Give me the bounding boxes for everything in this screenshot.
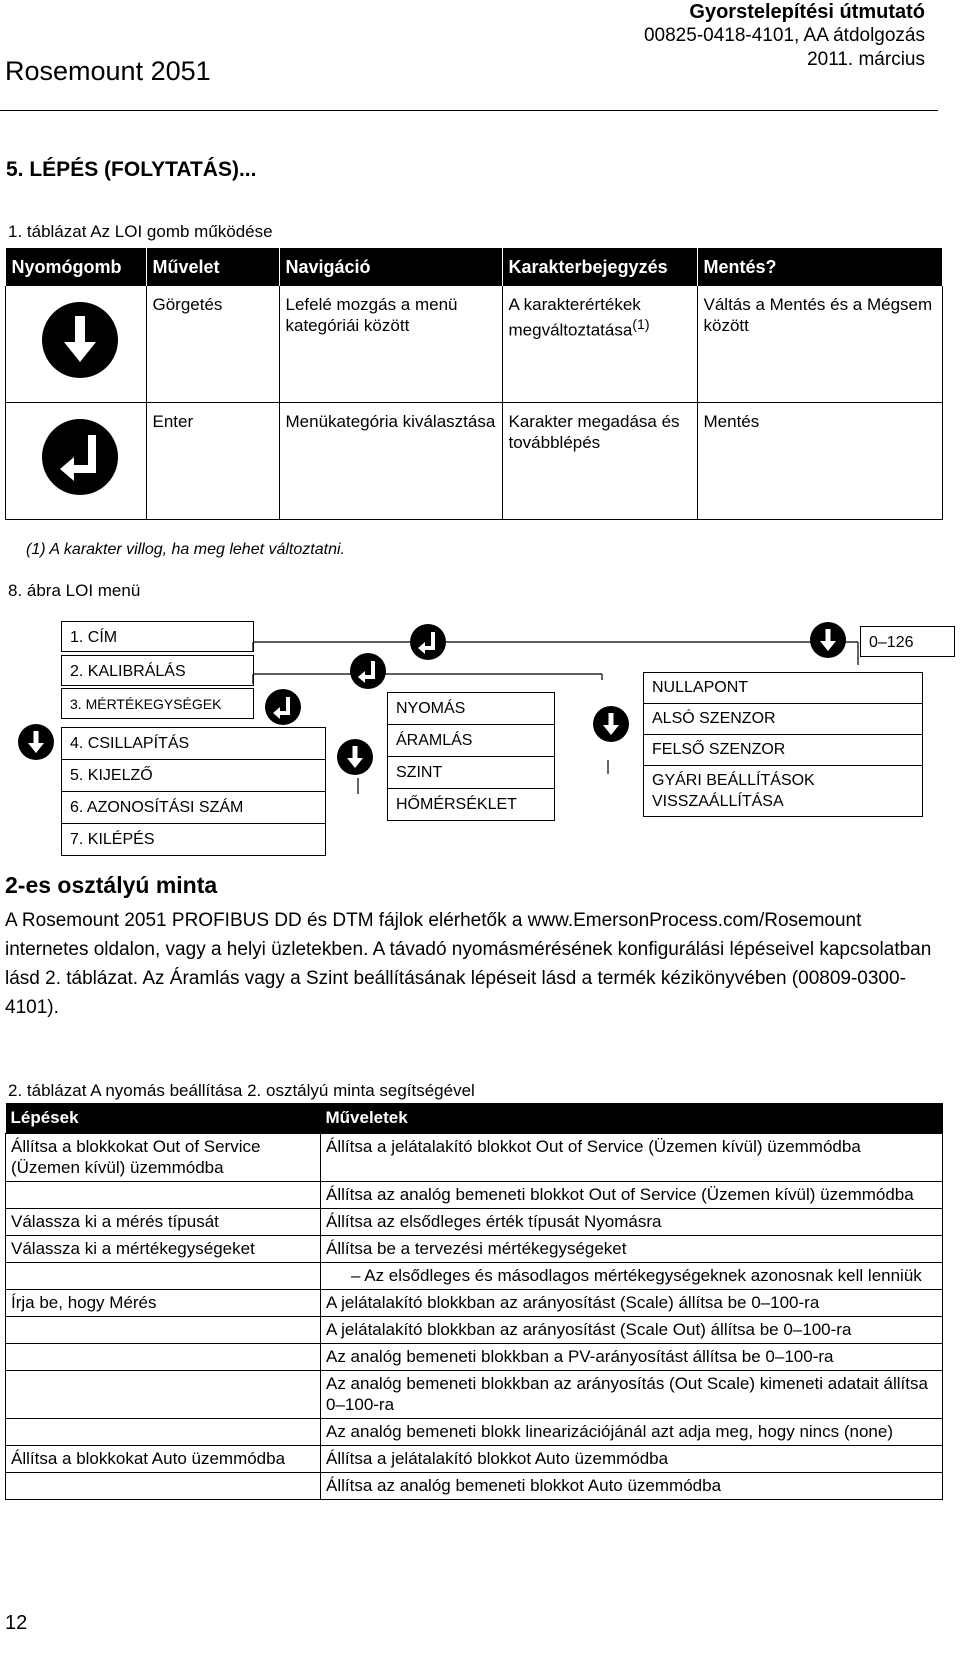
char-text: Karakter megadása és továbblépés (508, 412, 680, 452)
menu-item-csillapitas: 4. CSILLAPÍTÁS (62, 728, 325, 760)
table-row (6, 1344, 943, 1371)
action-cell: Az analóg bemeneti blokkban a PV-arányosítást állítsa be 0–100-ra (321, 1344, 943, 1371)
button-cell (6, 403, 147, 520)
menu-item-kilepes: 7. KILÉPÉS (70, 831, 155, 848)
action-cell: Állítsa be a tervezési mértékegységeket (321, 1236, 943, 1263)
step-cell (6, 1263, 321, 1290)
step-cell (6, 1371, 321, 1419)
header-right (644, 0, 925, 72)
step-cell (6, 1182, 321, 1209)
button-cell (6, 286, 147, 403)
step-cell: Válassza ki a mértékegységeket (6, 1236, 321, 1263)
step-cell (6, 1344, 321, 1371)
calib-menu-list (643, 672, 923, 817)
arrow-down-icon (337, 739, 373, 775)
page-number: 12 (5, 1612, 28, 1634)
save-cell: Váltás a Mentés és a Mégsem között (697, 286, 943, 403)
product-name: Rosemount 2051 (5, 56, 211, 86)
action-cell: A jelátalakító blokkban az arányosítást (Scale) állítsa be 0–100-ra (321, 1290, 943, 1317)
table-header-row (6, 248, 943, 286)
units-item: ÁRAMLÁS (388, 725, 554, 757)
calib-item: FELSŐ SZENZOR (644, 735, 922, 766)
nav-cell: Menükategória kiválasztása (279, 403, 502, 520)
enter-icon (265, 689, 301, 725)
action-cell: Állítsa az elsődleges érték típusát Nyomásra (321, 1209, 943, 1236)
table1-caption: 1. táblázat Az LOI gomb működése (8, 222, 273, 241)
arrow-down-icon (593, 706, 629, 742)
table-row (6, 286, 943, 403)
header-divider (0, 110, 938, 111)
col-header: Karakterbejegyzés (502, 248, 697, 286)
units-item: HŐMÉRSÉKLET (396, 796, 517, 813)
col-header: Művelet (146, 248, 279, 286)
table-row (6, 403, 943, 520)
table-row (6, 1263, 943, 1290)
menu-item-azonositasi-szam: 6. AZONOSÍTÁSI SZÁM (62, 792, 325, 824)
section-paragraph: A Rosemount 2051 PROFIBUS DD és DTM fájlok elérhetők a www.EmersonProcess.com/Rosemount internetes oldalon, vagy a helyi üzletekben. A távadó nyomásmérésének konfigurálási lépéseivel kapcsolatban lásd 2. táblázat. Az Áramlás vagy a Szint beállításának lépéseit lásd a termék kézikönyvében (00809-0300-4101). (5, 910, 932, 1018)
action-cell: Az analóg bemeneti blokk linearizációjánál azt adja meg, hogy nincs (none) (321, 1419, 943, 1446)
doc-title: Gyorstelepítési útmutató (689, 1, 925, 23)
col-header: Nyomógomb (6, 248, 147, 286)
doc-date: 2011. március (807, 49, 925, 70)
units-item: SZINT (388, 757, 554, 789)
table2-caption: 2. táblázat A nyomás beállítása 2. osztályú minta segítségével (8, 1081, 475, 1100)
table-row (6, 1182, 943, 1209)
action-cell: Állítsa a jelátalakító blokkot Out of Service (Üzemen kívül) üzemmódba (321, 1134, 943, 1182)
calib-item: GYÁRI BEÁLLÍTÁSOK VISSZAÁLLÍTÁSA (652, 772, 815, 810)
doc-number: 00825-0418-4101, AA átdolgozás (643, 25, 925, 46)
col-header: Műveletek (321, 1103, 943, 1134)
table-row (6, 1317, 943, 1344)
table-header-row (6, 1103, 943, 1134)
action-cell: Görgetés (146, 286, 279, 403)
units-item: NYOMÁS (388, 693, 554, 725)
col-header: Mentés? (697, 248, 943, 286)
calib-item: NULLAPONT (644, 673, 922, 704)
table1-footnote: (1) A karakter villog, ha meg lehet változtatni. (26, 541, 345, 558)
save-cell: Mentés (697, 403, 943, 520)
table-row (6, 1419, 943, 1446)
arrow-down-icon (42, 302, 118, 378)
action-cell: Állítsa az analóg bemeneti blokkot Auto üzemmódba (321, 1473, 943, 1500)
action-cell: A jelátalakító blokkban az arányosítást (Scale Out) állítsa be 0–100-ra (321, 1317, 943, 1344)
menu-item-mertekegysegek: 3. MÉRTÉKEGYSÉGEK (61, 688, 254, 719)
action-cell: – Az elsődleges és másodlagos mértékegységeknek azonosnak kell lenniük (321, 1263, 943, 1290)
step-cell (6, 1419, 321, 1446)
figure-caption: 8. ábra LOI menü (8, 581, 141, 600)
step-cell (6, 1473, 321, 1500)
footnote-ref: (1) (632, 317, 650, 333)
enter-icon (42, 419, 118, 495)
enter-icon (350, 653, 386, 689)
nav-cell: Lefelé mozgás a menü kategóriái között (279, 286, 502, 403)
pressure-setup-table (5, 1103, 943, 1500)
enter-icon (410, 624, 446, 660)
calib-item: ALSÓ SZENZOR (644, 704, 922, 735)
step-cell: Válassza ki a mérés típusát (6, 1209, 321, 1236)
arrow-down-icon (18, 724, 54, 760)
table-row (6, 1290, 943, 1317)
units-menu-list (387, 692, 555, 821)
table-row (6, 1209, 943, 1236)
char-text: A karakterértékek megváltoztatása (508, 295, 641, 340)
table-row (6, 1236, 943, 1263)
step-cell: Állítsa a blokkokat Out of Service (Üzemen kívül) üzemmódba (6, 1134, 321, 1182)
step-cell (6, 1317, 321, 1344)
table-row (6, 1473, 943, 1500)
col-header: Lépések (6, 1103, 321, 1134)
table-row (6, 1134, 943, 1182)
char-cell (502, 286, 697, 403)
step-heading: 5. LÉPÉS (FOLYTATÁS)... (6, 158, 257, 181)
action-cell: Az analóg bemeneti blokkban az arányosítás (Out Scale) kimeneti adatait állítsa 0–100-ra (321, 1371, 943, 1419)
table-row (6, 1446, 943, 1473)
step-cell: Írja be, hogy Mérés (6, 1290, 321, 1317)
loi-button-table (5, 248, 943, 520)
action-cell: Állítsa a jelátalakító blokkot Auto üzemmódba (321, 1446, 943, 1473)
col-header: Navigáció (279, 248, 502, 286)
table-row (6, 1371, 943, 1419)
action-cell: Enter (146, 403, 279, 520)
section-title: 2-es osztályú minta (5, 872, 218, 898)
action-cell: Állítsa az analóg bemeneti blokkot Out of Service (Üzemen kívül) üzemmódba (321, 1182, 943, 1209)
menu-item-kalibralas: 2. KALIBRÁLÁS (61, 655, 254, 686)
address-range-box: 0–126 (860, 626, 955, 657)
arrow-down-icon (810, 622, 846, 658)
menu-item-cim: 1. CÍM (61, 621, 254, 652)
step-cell: Állítsa a blokkokat Auto üzemmódba (6, 1446, 321, 1473)
char-cell (502, 403, 697, 520)
menu-item-kijelzo: 5. KIJELZŐ (62, 760, 325, 792)
main-menu-list (61, 727, 326, 856)
